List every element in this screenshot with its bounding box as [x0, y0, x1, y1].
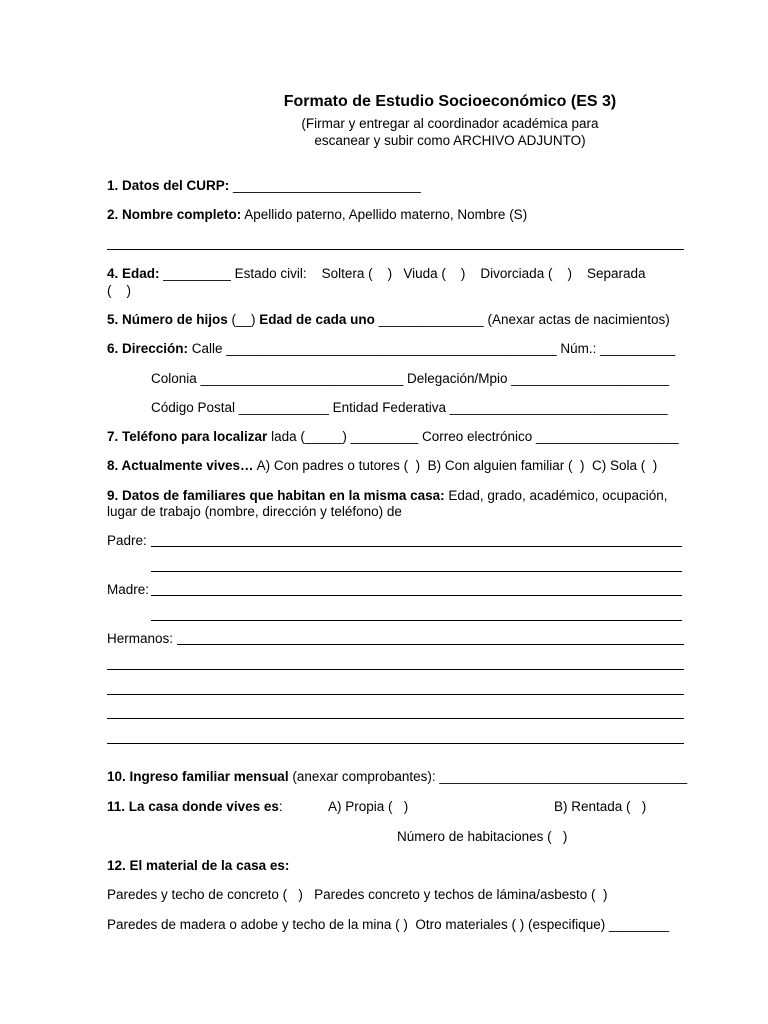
padre-field[interactable] — [151, 546, 682, 547]
question-5-label: 5. Número de hijos — [107, 312, 228, 327]
question-8-label: 8. Actualmente vives… — [107, 458, 254, 473]
house-owned-option[interactable]: A) Propia ( ) — [328, 799, 409, 814]
question-6 — [107, 341, 675, 357]
question-5 — [107, 312, 670, 328]
material-options-1[interactable]: Paredes y techo de concreto ( ) Paredes concreto y techos de lámina/asbesto ( ) — [107, 887, 608, 902]
question-6-label: 6. Dirección: — [107, 341, 189, 356]
hermanos-field-2[interactable] — [107, 669, 684, 670]
padre-field-2[interactable] — [151, 571, 682, 572]
question-4-label: 4. Edad: — [107, 266, 160, 281]
question-12 — [107, 858, 289, 874]
question-9-label: 9. Datos de familiares que habitan en la misma casa: — [107, 488, 445, 503]
children-ages-field[interactable]: ______________ (Anexar actas de nacimientos) — [374, 312, 670, 327]
hermanos-field-5[interactable] — [107, 743, 684, 744]
house-rented-option[interactable]: B) Rentada ( ) — [554, 799, 647, 814]
question-11 — [107, 799, 283, 815]
hermanos-label: Hermanos: — [107, 631, 174, 646]
question-9-text: Edad, grado, académico, ocupación, — [444, 488, 668, 503]
living-options[interactable]: A) Con padres o tutores ( ) B) Con alguien familiar ( ) C) Sola ( ) — [253, 458, 658, 473]
form-subtitle — [107, 115, 768, 149]
question-4-text[interactable]: _________ Estado civil: Soltera ( ) Viuda ( ) Divorciada ( ) Separada — [159, 266, 646, 281]
phone-email-field[interactable]: lada (_____) _________ Correo electrónico ___________________ — [267, 429, 679, 444]
question-1-label: 1. Datos del CURP: — [107, 178, 230, 193]
material-options-2[interactable]: Paredes de madera o adobe y techo de la mina ( ) Otro materiales ( ) (especifique) ________ — [107, 917, 670, 932]
question-2-text: Apellido paterno, Apellido materno, Nombre (S) — [241, 207, 528, 222]
question-8 — [107, 458, 657, 474]
padre-label: Padre: — [107, 533, 147, 548]
question-10 — [107, 769, 687, 785]
question-9 — [107, 488, 668, 504]
question-10-label: 10. Ingreso familiar mensual — [107, 769, 289, 784]
full-name-field[interactable] — [107, 249, 684, 250]
question-9-continued: lugar de trabajo (nombre, dirección y teléfono) de — [107, 504, 402, 519]
question-7 — [107, 429, 679, 445]
hermanos-field-4[interactable] — [107, 718, 684, 719]
question-4-continued[interactable]: ( ) — [107, 283, 131, 298]
madre-field[interactable] — [151, 595, 682, 596]
hermanos-field-3[interactable] — [107, 694, 684, 695]
question-4 — [107, 266, 646, 282]
colonia-field[interactable]: Colonia ___________________________ Delegación/Mpio _____________________ — [151, 371, 669, 386]
madre-field-2[interactable] — [151, 620, 682, 621]
children-count-field[interactable]: (__) — [227, 312, 260, 327]
question-2 — [107, 207, 527, 223]
question-12-label: 12. El material de la casa es: — [107, 858, 290, 873]
street-field[interactable]: Calle ____________________________________________ Núm.: __________ — [188, 341, 676, 356]
question-2-label: 2. Nombre completo: — [107, 207, 242, 222]
madre-label: Madre: — [107, 582, 150, 597]
question-11-colon: : — [278, 799, 283, 814]
children-ages-label: Edad de cada uno — [259, 312, 375, 327]
question-1 — [107, 178, 421, 194]
curp-field[interactable]: _________________________ — [229, 178, 421, 193]
form-title: Formato de Estudio Socioeconómico (ES 3) — [283, 93, 617, 110]
income-field[interactable]: (anexar comprobantes): _________________________________ — [288, 769, 688, 784]
rooms-field[interactable]: Número de habitaciones ( ) — [397, 829, 568, 844]
postal-code-field[interactable]: Código Postal ____________ Entidad Federativa _____________________________ — [151, 400, 668, 415]
hermanos-field[interactable] — [177, 644, 684, 645]
subtitle-line-1: (Firmar y entregar al coordinador académica para — [301, 116, 599, 131]
question-11-label: 11. La casa donde vives es — [107, 799, 279, 814]
question-7-label: 7. Teléfono para localizar — [107, 429, 268, 444]
subtitle-line-2: escanear y subir como ARCHIVO ADJUNTO) — [314, 133, 586, 148]
